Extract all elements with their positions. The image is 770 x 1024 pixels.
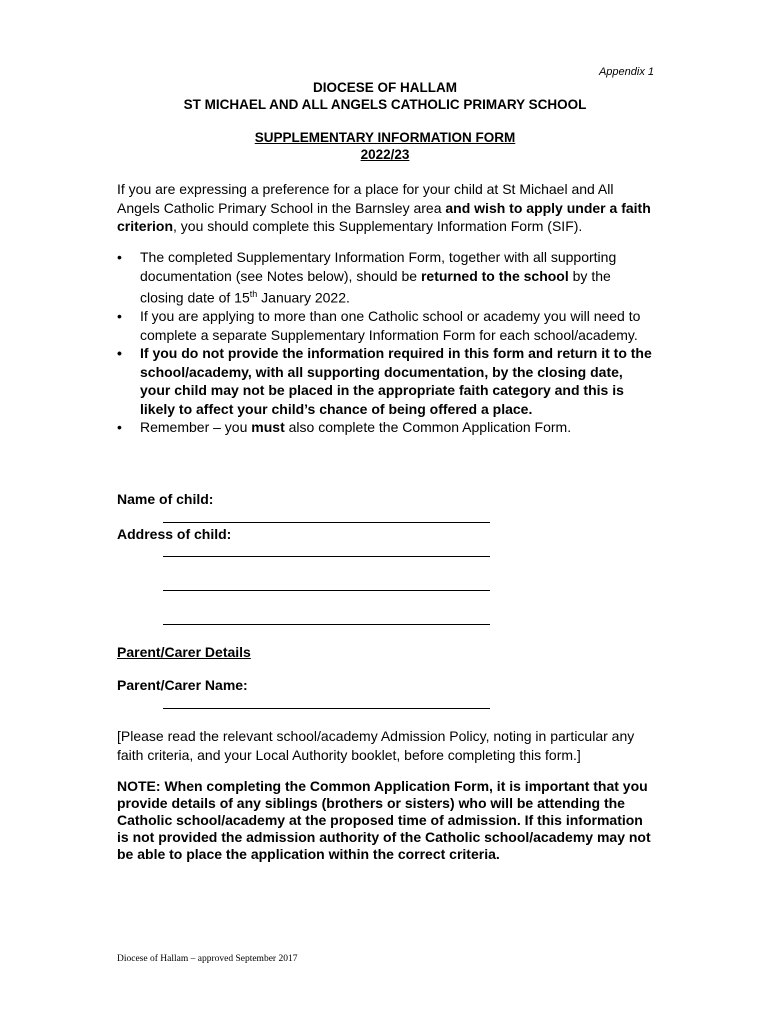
note-paragraph: NOTE: When completing the Common Application Form, it is important that you provide details of any siblings (brothers or sisters) who will be attending the Catholic school/academy at the proposed time of admission. If this information is not provided the admission authority of the Catholic school/academy may not be able to place the application within the correct criteria. (117, 778, 651, 862)
bullet-bold: returned to the school (420, 267, 569, 284)
child-address-line-3[interactable] (163, 624, 490, 625)
intro-text: If you are expressing a preference for a place for your child at St Michael and All Angels Catholic Primary School in the Barnsley area (117, 181, 614, 216)
bullet-return (117, 248, 652, 307)
bullet-text: January 2022. (257, 289, 350, 306)
bullet-text: Remember – you (140, 419, 252, 436)
child-address-label: Address of child: (117, 526, 232, 542)
form-title-wrap (0, 130, 770, 145)
bullet-text: also complete the Common Application Form. (284, 419, 572, 436)
ordinal-suffix: th (249, 289, 258, 299)
instruction-bullets (117, 248, 652, 437)
intro-text-end: , you should complete this Supplementary Information Form (SIF). (173, 218, 583, 234)
form-year-wrap (0, 147, 770, 162)
child-name-label: Name of child: (117, 491, 214, 507)
instruction-paragraph: [Please read the relevant school/academy Admission Policy, noting in particular any faith criteria, and your Local Authority booklet, before completing this form.] (117, 728, 635, 763)
form-title: SUPPLEMENTARY INFORMATION FORM (254, 130, 516, 145)
footer-text: Diocese of Hallam – approved September 2017 (117, 954, 298, 964)
diocese-heading: DIOCESE OF HALLAM (313, 80, 457, 95)
form-year: 2022/23 (360, 147, 410, 162)
bullet-warning: • If you do not provide the information required in this form and return it to the school/academy, with all supporting documentation, by the closing date, your child may not be placed in the appropriate faith category and this is likely to affect your child’s chance of being offered a place. (117, 344, 652, 418)
parent-name-label: Parent/Carer Name: (117, 677, 248, 693)
child-address-line-2[interactable] (163, 590, 490, 591)
bullet-remember (117, 418, 652, 437)
parent-section-heading: Parent/Carer Details (117, 644, 251, 660)
bullet-text: The completed Supplementary Information Form, together with all supporting documentation (see Notes below), should be (140, 249, 617, 284)
appendix-label: Appendix 1 (598, 66, 654, 78)
intro-paragraph (117, 180, 652, 236)
school-heading: ST MICHAEL AND ALL ANGELS CATHOLIC PRIMARY SCHOOL (183, 97, 587, 112)
intro-bold: and wish to apply under a faith criterion (117, 199, 651, 234)
child-address-line-1[interactable] (163, 556, 490, 557)
child-name-field[interactable] (163, 522, 490, 523)
bullet-text: by the closing date of 15 (140, 267, 611, 306)
parent-name-field[interactable] (163, 708, 490, 709)
bullet-bold: must (251, 419, 285, 436)
bullet-multiple-schools: • If you are applying to more than one Catholic school or academy you will need to complete a separate Supplementary Information Form for each school/academy. (117, 307, 652, 344)
